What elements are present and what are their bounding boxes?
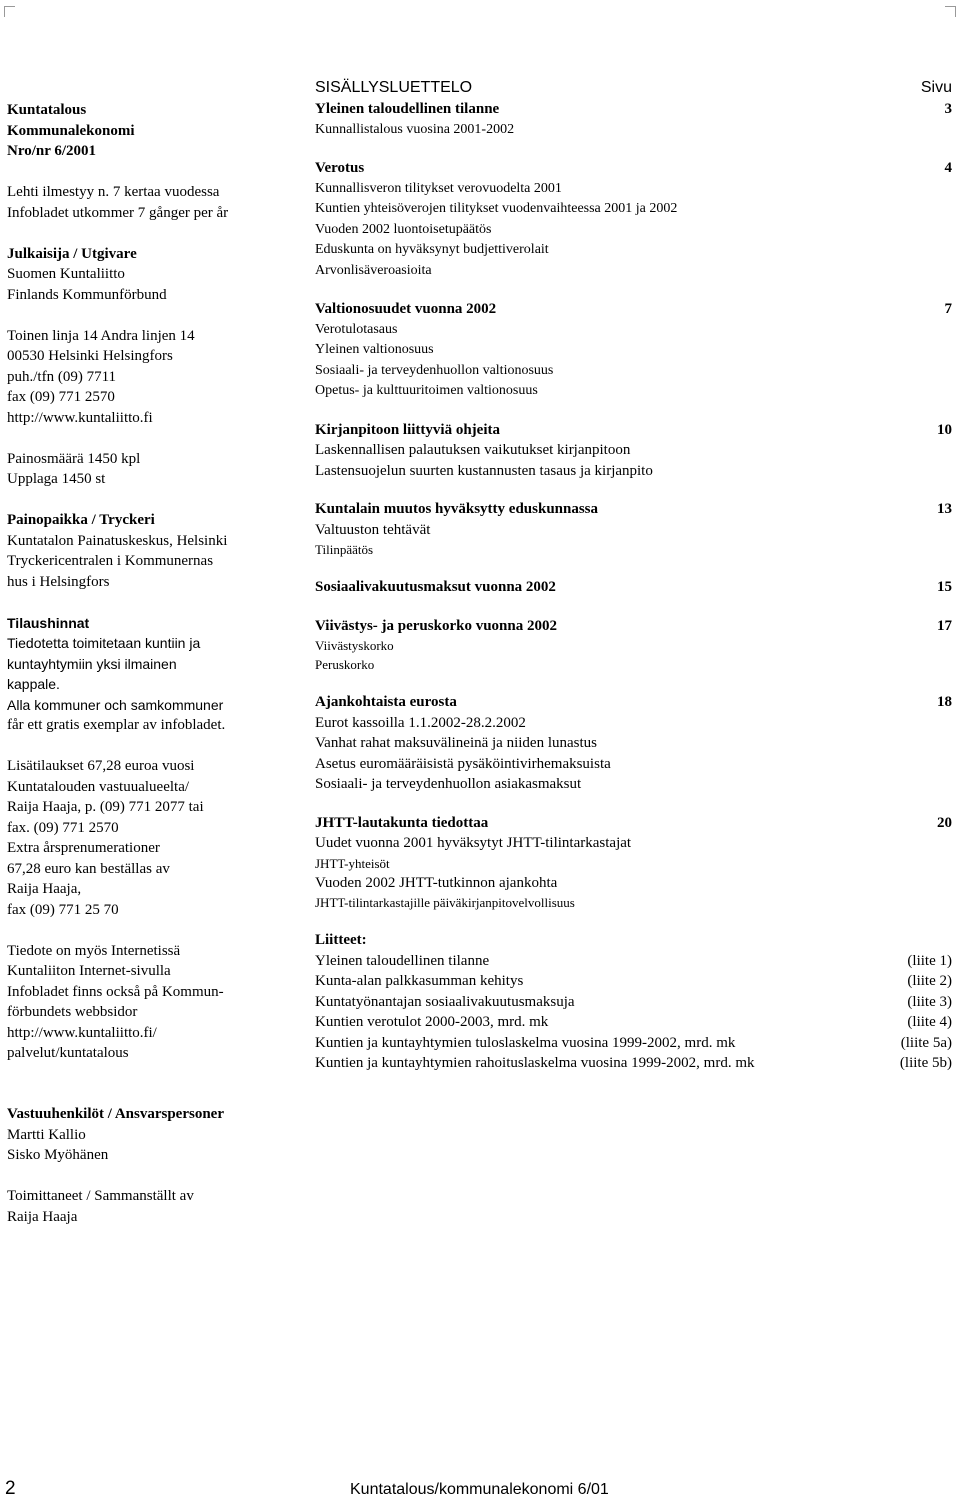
internet-line3: Infobladet finns också på Kommun- — [7, 983, 224, 1000]
toc-page-heading: Sivu — [920, 79, 952, 96]
toc-item: Verotulotasaus — [315, 321, 398, 337]
toc-section-entry[interactable] — [315, 420, 952, 441]
publisher-heading: Julkaisija / Utgivare — [7, 245, 137, 262]
appendix-entry[interactable] — [315, 951, 952, 972]
toc-item: Asetus euromääräisistä pysäköintivirhemaksuista — [315, 755, 611, 772]
appendices-heading: Liitteet: — [315, 932, 367, 948]
frequency-sv: Infobladet utkommer 7 gånger per år — [7, 204, 229, 221]
toc-item: Eurot kassoilla 1.1.2002-28.2.2002 — [315, 714, 526, 731]
internet-line4: förbundets webbsidor — [7, 1004, 138, 1020]
editors-person-1: Raija Haaja — [7, 1208, 78, 1225]
toc-section-page: 15 — [937, 579, 952, 595]
appendix-label: Kuntatyönantajan sosiaalivakuutusmaksuja — [315, 993, 575, 1010]
printer-sv-line2: hus i Helsingfors — [7, 573, 110, 590]
appendix-entry[interactable] — [315, 1012, 952, 1033]
internet-link-line1[interactable]: http://www.kuntaliitto.fi/ — [7, 1024, 157, 1041]
toc-item: Vanhat rahat maksuvälineinä ja niiden lunastus — [315, 735, 598, 751]
toc-item: Peruskorko — [315, 657, 375, 672]
toc-item: Laskennallisen palautuksen vaikutukset kirjanpitoon — [315, 442, 631, 458]
internet-line2: Kuntaliiton Internet-sivulla — [7, 963, 171, 979]
staff-credits — [7, 1104, 307, 1227]
publisher-address: Toinen linja 14 Andra linjen 14 — [7, 327, 195, 344]
toc-item: Kunnallistalous vuosina 2001-2002 — [315, 121, 515, 137]
toc-item: Yleinen valtionosuus — [315, 342, 434, 357]
appendix-entry[interactable] — [315, 971, 952, 992]
appendix-entry[interactable] — [315, 1053, 952, 1074]
toc-item: Sosiaali- ja terveydenhuollon asiakasmaksut — [315, 776, 582, 792]
colophon — [7, 100, 297, 1064]
extra-orders-line7: Raija Haaja, — [7, 881, 82, 897]
toc-section-entry[interactable] — [315, 299, 952, 320]
toc-section-page: 20 — [937, 814, 952, 831]
toc-item: JHTT-yhteisöt — [315, 855, 390, 871]
printer-sv-line1: Tryckericentralen i Kommunernas — [7, 553, 214, 569]
appendix-label: Kuntien ja kuntayhtymien rahoituslaskelma vuosina 1999-2002, mrd. mk — [315, 1055, 755, 1071]
extra-orders-line4: fax. (09) 771 2570 — [7, 819, 119, 836]
publisher-fax: fax (09) 771 2570 — [7, 389, 115, 405]
toc-item: Opetus- ja kulttuuritoimen valtionosuus — [315, 383, 538, 398]
print-run-sv: Upplaga 1450 st — [7, 471, 106, 487]
toc-section-title: Verotus — [315, 160, 365, 176]
publisher-name-fi: Suomen Kuntaliitto — [7, 266, 125, 282]
publisher-phone: puh./tfn (09) 7711 — [7, 368, 117, 385]
toc-section-entry[interactable] — [315, 616, 952, 637]
toc-section-page: 10 — [937, 421, 952, 438]
toc-section-page: 7 — [944, 301, 952, 317]
crop-mark-top-right — [945, 6, 956, 17]
toc-section-page: 4 — [944, 160, 952, 176]
toc-item: Vuoden 2002 luontoisetupäätös — [315, 221, 492, 237]
appendix-ref: (liite 2) — [907, 973, 952, 989]
toc-section-entry[interactable] — [315, 158, 952, 179]
crop-mark-top-left — [4, 6, 15, 17]
appendix-entry[interactable] — [315, 1033, 952, 1054]
appendix-entry[interactable] — [315, 992, 952, 1013]
toc-section-entry[interactable] — [315, 813, 952, 834]
toc-section-page: 13 — [937, 501, 952, 517]
subscriptions-heading: Tilaushinnat — [7, 614, 90, 631]
subscriptions-fi-line3: kappale. — [7, 676, 60, 692]
internet-line1: Tiedote on myös Internetissä — [7, 942, 181, 959]
subscriptions-fi-line2: kuntayhtymiin yksi ilmainen — [7, 655, 177, 672]
masthead-title-fi: Kuntatalous — [7, 102, 87, 118]
editors-heading: Toimittaneet / Sammanställt av — [7, 1188, 194, 1204]
appendix-label: Kunta-alan palkkasumman kehitys — [315, 973, 524, 989]
extra-orders-line3: Raija Haaja, p. (09) 771 2077 tai — [7, 799, 204, 815]
extra-orders-line8: fax (09) 771 25 70 — [7, 901, 119, 918]
toc-item: Kuntien yhteisöverojen tilitykset vuodenvaihteessa 2001 ja 2002 — [315, 201, 678, 216]
internet-link-line2[interactable]: palvelut/kuntatalous — [7, 1045, 129, 1061]
toc-section-entry[interactable] — [315, 499, 952, 520]
table-of-contents — [315, 77, 952, 1074]
toc-item: Valtuuston tehtävät — [315, 521, 431, 538]
subscriptions-sv-line1: Alla kommuner och samkommuner — [7, 696, 224, 713]
toc-item: Tilinpäätös — [315, 542, 374, 557]
toc-item: Lastensuojelun suurten kustannusten tasaus ja kirjanpito — [315, 462, 653, 479]
appendix-ref: (liite 5b) — [899, 1055, 952, 1071]
extra-orders-line6: 67,28 euro kan beställas av — [7, 860, 170, 877]
toc-section-title: Sosiaalivakuutusmaksut vuonna 2002 — [315, 579, 556, 595]
toc-section-entry[interactable] — [315, 99, 952, 120]
toc-section-page: 3 — [944, 101, 952, 117]
responsible-person-1: Martti Kallio — [7, 1126, 86, 1143]
toc-item: Arvonlisäveroasioita — [315, 262, 432, 278]
issue-number: Nro/nr 6/2001 — [7, 143, 97, 159]
appendix-ref: (liite 5a) — [900, 1034, 952, 1051]
publisher-name-sv: Finlands Kommunförbund — [7, 286, 167, 303]
appendix-ref: (liite 3) — [907, 993, 952, 1010]
frequency-fi: Lehti ilmestyy n. 7 kertaa vuodessa — [7, 184, 220, 200]
appendix-label: Kuntien verotulot 2000-2003, mrd. mk — [315, 1014, 549, 1030]
extra-orders-line5: Extra årsprenumerationer — [7, 840, 160, 856]
toc-item: Kunnallisveron tilitykset verovuodelta 2001 — [315, 180, 562, 196]
masthead-title-sv: Kommunalekonomi — [7, 122, 135, 139]
toc-section-title: Yleinen taloudellinen tilanne — [315, 101, 500, 117]
toc-item: Viivästyskorko — [315, 638, 394, 653]
responsible-person-2: Sisko Myöhänen — [7, 1147, 109, 1163]
toc-section-entry[interactable] — [315, 692, 952, 713]
toc-section-title: JHTT-lautakunta tiedottaa — [315, 814, 489, 831]
subscriptions-sv-line2: får ett gratis exemplar av infobladet. — [7, 717, 226, 733]
toc-item: JHTT-tilintarkastajille päiväkirjanpitovelvollisuus — [315, 895, 575, 910]
publisher-web-link[interactable]: http://www.kuntaliitto.fi — [7, 409, 153, 426]
toc-section-title: Ajankohtaista eurosta — [315, 694, 457, 710]
toc-section-page: 17 — [937, 617, 952, 634]
toc-section-title: Kirjanpitoon liittyviä ohjeita — [315, 421, 500, 438]
toc-item: Vuoden 2002 JHTT-tutkinnon ajankohta — [315, 874, 558, 891]
appendix-label: Yleinen taloudellinen tilanne — [315, 952, 490, 969]
extra-orders-line2: Kuntatalouden vastuualueelta/ — [7, 778, 190, 795]
footer-publication: Kuntatalous/kommunalekonomi 6/01 — [350, 1481, 609, 1498]
subscriptions-fi-line1: Tiedotetta toimitetaan kuntiin ja — [7, 635, 201, 651]
appendix-ref: (liite 4) — [907, 1014, 952, 1030]
toc-item: Uudet vuonna 2001 hyväksytyt JHTT-tilintarkastajat — [315, 835, 632, 851]
appendix-label: Kuntien ja kuntayhtymien tuloslaskelma vuosina 1999-2002, mrd. mk — [315, 1034, 736, 1051]
toc-heading: SISÄLLYSLUETTELO — [315, 79, 473, 96]
responsible-heading: Vastuuhenkilöt / Ansvarspersoner — [7, 1106, 224, 1122]
print-run-fi: Painosmäärä 1450 kpl — [7, 450, 141, 467]
toc-section-title: Valtionosuudet vuonna 2002 — [315, 301, 497, 317]
printer-heading: Painopaikka / Tryckeri — [7, 512, 155, 528]
toc-section-page: 18 — [937, 694, 952, 710]
appendix-ref: (liite 1) — [907, 952, 952, 969]
publisher-postal: 00530 Helsinki Helsingfors — [7, 348, 173, 364]
printer-fi: Kuntatalon Painatuskeskus, Helsinki — [7, 532, 228, 549]
page-number: 2 — [5, 1478, 16, 1499]
toc-section-title: Kuntalain muutos hyväksytty eduskunnassa — [315, 501, 599, 517]
toc-section-title: Viivästys- ja peruskorko vuonna 2002 — [315, 617, 557, 634]
toc-section-entry[interactable] — [315, 577, 952, 598]
extra-orders-line1: Lisätilaukset 67,28 euroa vuosi — [7, 758, 195, 774]
toc-item: Sosiaali- ja terveydenhuollon valtionosuus — [315, 362, 554, 378]
toc-header — [315, 77, 952, 99]
toc-item: Eduskunta on hyväksynyt budjettiverolait — [315, 242, 549, 257]
